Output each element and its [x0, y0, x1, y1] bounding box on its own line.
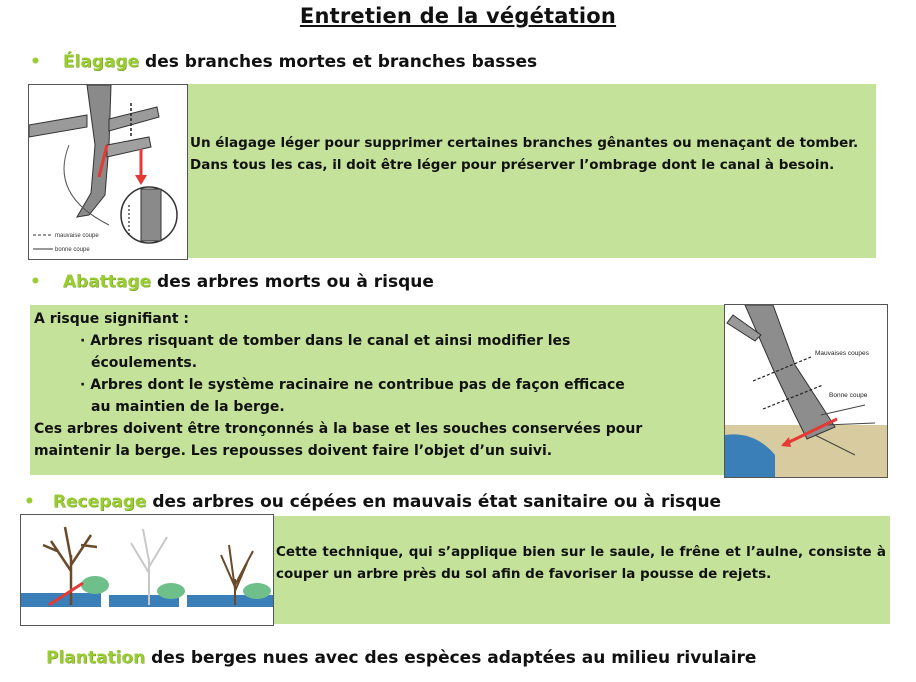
- label-bad-cuts: Mauvaises coupes: [815, 350, 869, 357]
- abattage-text: [34, 308, 720, 462]
- water: [21, 593, 101, 607]
- abattage-outro: Ces arbres doivent être tronçonnés à la base et les souches conservées pour maintenir la berge. Les repousses doivent faire l’objet d’un suivi.: [34, 421, 643, 459]
- pruning-diagram: [29, 85, 187, 259]
- heading-text: des arbres morts ou à risque: [151, 272, 434, 292]
- abattage-intro: A risque signifiant :: [34, 311, 189, 327]
- shrub: [243, 583, 271, 599]
- elagage-text: Un élagage léger pour supprimer certaines branches gênantes ou menaçant de tomber. Dans tous les cas, il doit être léger pour préserver l’ombrage dont le canal à besoin.: [190, 135, 859, 173]
- branch-lower: [107, 137, 151, 157]
- felling-diagram: [725, 305, 887, 477]
- recepage-text: Cette technique, qui s’applique bien sur le saule, le frêne et l’aulne, consiste à couper un arbre près du sol afin de favoriser la pousse de rejets.: [276, 544, 886, 582]
- abattage-illustration: [724, 304, 888, 478]
- legend-good-cut: bonne coupe: [55, 247, 90, 253]
- heading-text: des arbres ou cépées en mauvais état sanitaire ou à risque: [146, 492, 722, 512]
- page-title: Entretien de la végétation: [299, 4, 617, 28]
- shrub: [157, 583, 185, 599]
- legend-bad-cut: mauvaise coupe: [55, 233, 99, 239]
- coppicing-diagram: [21, 515, 273, 625]
- elagage-illustration: [28, 84, 188, 260]
- branch-right: [109, 107, 159, 131]
- keyword-recepage: Recepage: [52, 492, 147, 512]
- tree-trunk: [745, 305, 835, 439]
- label-good-cut: Bonne coupe: [829, 392, 868, 399]
- bullet: •: [30, 272, 41, 292]
- list-item-cont: écoulements.: [91, 355, 198, 371]
- arrow-head-icon: [135, 175, 147, 185]
- bullet: •: [30, 52, 41, 72]
- section-plantation-heading: [46, 648, 756, 668]
- keyword-abattage: Abattage: [62, 272, 152, 292]
- list-item: · Arbres dont le système racinaire ne contribue pas de façon efficace: [80, 377, 625, 393]
- section-recepage-heading: [24, 492, 721, 512]
- branch-left: [29, 115, 87, 137]
- recepage-illustration: [20, 514, 274, 626]
- list-item-cont: au maintien de la berge.: [91, 399, 285, 415]
- heading-text: des berges nues avec des espèces adaptées au milieu rivulaire: [145, 648, 757, 668]
- section-abattage-heading: [30, 272, 434, 292]
- detail-trunk: [141, 189, 161, 241]
- heading-text: des branches mortes et branches basses: [139, 52, 538, 72]
- list-item: · Arbres risquant de tomber dans le canal et ainsi modifier les: [80, 333, 571, 349]
- keyword-plantation: Plantation: [46, 648, 146, 668]
- section-elagage-heading: [30, 52, 537, 72]
- bullet: •: [24, 492, 35, 512]
- keyword-elagage: Élagage: [62, 52, 140, 72]
- shrub: [81, 576, 109, 594]
